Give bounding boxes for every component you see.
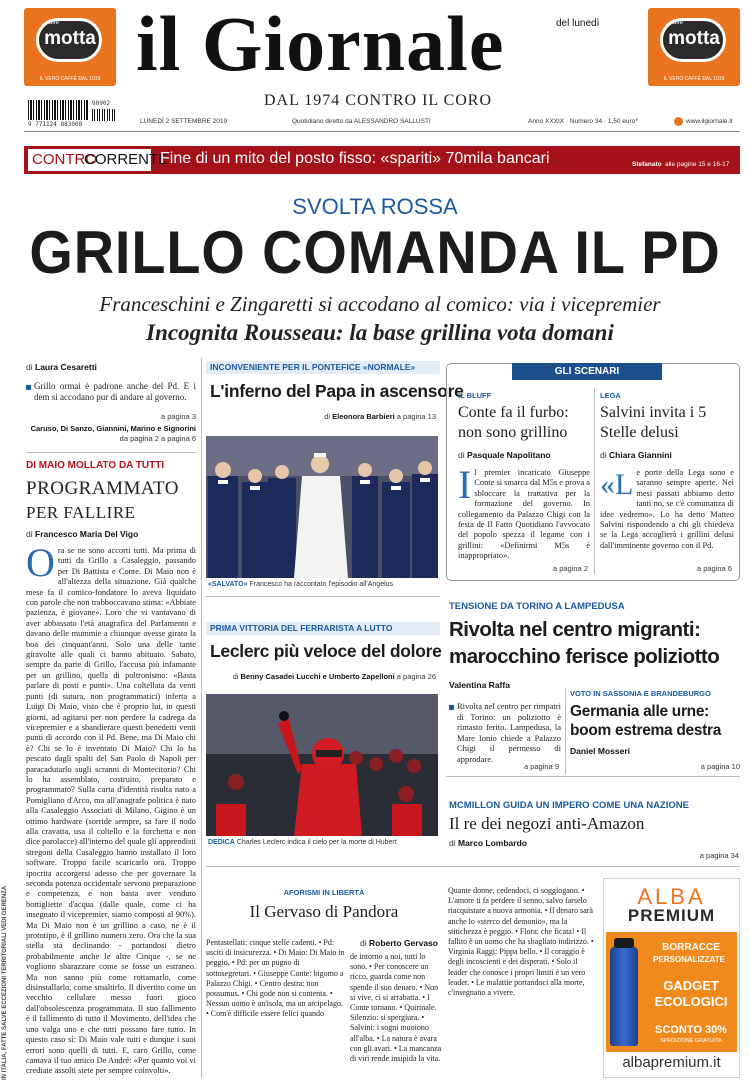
amazon-kicker: MCMILLON GUIDA UN IMPERO COME UNA NAZIONE xyxy=(449,800,689,811)
logo-tag: IL VERO CAFFÈ DAL 1919 xyxy=(39,76,101,82)
controcorrente-label-b: CORRENTE xyxy=(84,151,169,168)
germania-kicker: VOTO IN SASSONIA E BRANDEBURGO xyxy=(570,689,711,698)
scenari-left-kicker: IL BLUFF xyxy=(458,391,492,400)
dimaio-headline-1[interactable]: PROGRAMMATO xyxy=(26,478,179,499)
byline-name: Francesco Maria Del Vigo xyxy=(35,529,139,539)
migranti-body: Rivolta nel centro per rimpatri di Torino: un poliziotto è rimasto ferito. Lampedusa, la Mare Ionio chiede a Palazzo Chigi il permesso di approdare. xyxy=(457,701,561,764)
column-rule xyxy=(201,358,202,1078)
ad-line3: GADGET xyxy=(663,978,719,993)
byline-name: Marco Lombardo xyxy=(458,838,527,848)
ad-line2: PERSONALIZZATE xyxy=(653,955,725,964)
barcode-small xyxy=(92,109,116,121)
lead-summary-square-icon xyxy=(26,385,31,390)
caption-label: «SALVATO» xyxy=(208,581,248,588)
ad-line4: ECOLOGICI xyxy=(654,994,728,1009)
byline-name: Roberto Gervaso xyxy=(369,938,438,948)
scenari-left-page: a pagina 2 xyxy=(552,564,588,573)
migranti-page: a pagina 9 xyxy=(523,762,559,771)
ad-line5: SCONTO 30% xyxy=(655,1024,727,1036)
masthead-website[interactable]: www.ilgiornale.it xyxy=(686,118,733,125)
scenari-left-headline[interactable]: Conte fa il furbo: non sono grillino xyxy=(458,404,569,441)
barcode-code: 90902 xyxy=(92,100,111,107)
migranti-headline[interactable]: Rivolta nel centro migranti: marocchino ferisce poliziotto xyxy=(449,618,720,668)
byline-name: Eleonora Barbieri xyxy=(332,412,395,421)
leclerc-byline xyxy=(206,672,436,681)
controcorrente-ref-name: Stefanato xyxy=(632,161,662,168)
logo-small-text: caffè xyxy=(46,20,59,26)
ad-url[interactable]: albapremium.it xyxy=(622,1054,721,1071)
byline-di: di xyxy=(458,450,465,460)
motta-logo-left xyxy=(24,8,116,86)
papa-photo-illustration xyxy=(206,436,438,578)
bottle-cap-icon xyxy=(614,938,634,948)
byline-page: a pagina 13 xyxy=(396,412,436,421)
lead-summary: Grillo ormai è padrone anche del Pd. E i dem si accodano pur di andare al governo. xyxy=(34,381,196,402)
gervaso-byline xyxy=(360,938,438,948)
divider xyxy=(206,596,440,597)
papa-byline xyxy=(206,412,436,421)
byline-name: Chiara Giannini xyxy=(609,450,672,460)
scenari-right-page: a pagina 6 xyxy=(696,564,732,573)
lead-byline xyxy=(26,362,97,372)
barcode-number: 9 771124 883008 xyxy=(28,121,83,128)
lead-kicker: SVOLTA ROSSA xyxy=(292,194,458,219)
lead-page-ref: a pagina 3 xyxy=(160,412,196,421)
gervaso-col1: Pentastellati: cinque stelle cadenti. • Pd: usciti di insicurezza. • Di Maio: Di Maio in peggio. • Pd: per un pugno di sottosegretari. • Giuseppe Conte: bigomo a Palazzo Chigi. • Centro destra: non possumus. • Chi gode non si contenta. • Nessun uomo è un'isola, ma un arcipelago. • Com'è difficile essere felici quando xyxy=(206,938,345,1019)
germania-byline xyxy=(570,746,630,756)
divider xyxy=(26,452,196,453)
lead-sub2: Incognita Rousseau: la base grillina vota domani xyxy=(146,320,614,345)
dimaio-byline xyxy=(26,529,138,539)
byline-di: di xyxy=(324,412,331,421)
logo-tag: IL VERO CAFFÈ DAL 1919 xyxy=(663,76,725,82)
leclerc-headline[interactable]: Leclerc più veloce del dolore xyxy=(210,641,442,661)
scenari-right-body-text: e porte della Lega sono e saranno sempre aperte. Nei mesi passati abbiamo detto tanti no, se c'è comunanza di idee vedremo». Lo ha detto Matteo Salvini rispondendo a chi gli chiedeva se la Lega accoglierà i grillini delusi dall'imminente governo con il Pd. xyxy=(600,468,734,550)
scenari-right-headline[interactable]: Salvini invita i 5 Stelle delusi xyxy=(600,404,707,441)
byline-name: Pasquale Napolitano xyxy=(467,450,551,460)
masthead-motto: DAL 1974 CONTRO IL CORO xyxy=(264,92,493,109)
del-lunedi: del lunedì xyxy=(556,18,600,29)
lead-names-pages: da pagina 2 a pagina 6 xyxy=(119,434,196,443)
scenari-left-byline xyxy=(458,450,551,460)
masthead-issue: Anno XXXIX · Numero 34 · 1,50 euro* xyxy=(528,118,638,125)
scenari-divider xyxy=(594,388,595,574)
controcorrente-label-a: CONTRO xyxy=(32,151,97,168)
lead-sub1: Franceschini e Zingaretti si accodano al comico: via i vicepremier xyxy=(99,292,661,316)
byline-di: di xyxy=(360,938,367,948)
papa-kicker: INCONVENIENTE PER IL PONTEFICE «NORMALE» xyxy=(210,362,416,372)
dimaio-kicker: DI MAIO MOLLATO DA TUTTI xyxy=(26,460,165,471)
papa-headline[interactable]: L'inferno del Papa in ascensore xyxy=(210,381,464,401)
dimaio-dropcap: O xyxy=(26,540,55,585)
migranti-kicker: TENSIONE DA TORINO A LAMPEDUSA xyxy=(449,601,625,612)
dimaio-headline-2[interactable]: PER FALLIRE xyxy=(26,503,136,522)
byline-page: a pagina 26 xyxy=(396,672,436,681)
leclerc-photo xyxy=(206,694,438,836)
scenari-label: GLI SCENARI xyxy=(512,363,662,380)
byline-di: di xyxy=(26,362,33,372)
amazon-byline xyxy=(449,838,527,848)
column-rule xyxy=(565,688,566,774)
byline-name: Benny Casadei Lucchi e Umberto Zapelloni xyxy=(240,672,395,681)
masthead-title: il Giornale xyxy=(136,0,505,87)
gervaso-col2: de intorno a noi, tutti lo sono. • Per conoscere un ricco, guarda come non spende il suo denaro. • Non si vive, ci si arrabatta. • I Conte tornano. • Quirinale. Silenzio: si spergiura. • Salvini: i sogni muoiono all'alba. • La natura è avara con gli avari. • La mancanza di viri rende insipida la vita. xyxy=(350,952,442,1064)
ad-brand-bottom: PREMIUM xyxy=(627,906,716,925)
scenari-left-dropcap: I xyxy=(458,462,472,507)
controcorrente-headline[interactable]: Fine di un mito del posto fisso: «spariti» 70mila bancari xyxy=(160,150,550,167)
byline-di: di xyxy=(232,672,239,681)
byline-di: di xyxy=(449,838,456,848)
side-vertical-text: IN ITALIA, FATTE SALVE ECCEZIONI TERRITORIALI VEDI GERENZA xyxy=(2,885,8,1080)
byline-name: Valentina Raffa xyxy=(449,680,510,690)
germania-headline[interactable]: Germania alle urne: boom estrema destra xyxy=(570,703,722,739)
masthead-rule xyxy=(24,131,740,132)
dimaio-body-text: ra se ne sono accorti tutti. Ma prima di tutti da Grillo a Casaleggio, passando per Di Battista e Conte. Di Maio non è all'altezza della situazione. Già qualche mese fa il comico-fondatore lo aveva liquidato con parole che non trabboccavano stima: «Abbiate pazienza, è giovane». Loro che vi vantavano di aver abbassato l'età anagrafica del Parlamento e davano delle mummie a chiunque avesse girato la boa dei cinquant'anni. Solo una delle tante giravolte alle quali ci hanno abituato. Sabato, sempre da parte di Grillo, l'accusa più infamante per un grillino, quella di poltronismo: «Basta parlare di posti e punti». Una coltellata da venti punti (di sutura, non programmatici) inferta a Luigi Di Maio, visto che è proprio lui, in questi giorni, ad agitarsi per non perdere la cadrega da vicepremier e a sbandierare questi benedetti venti punti di accordo con il Pd. Bene, ma Di Maio chi è? Chi se lo è inventato Di Maio? Chi lo ha pescato dagli spalti del San Paolo di Napoli per paracadutarlo sugli scranni di Montecitorio? Chi lo ha assemblato, costruito, preparato e programmato? Sulla carta d'identità risulta nato a Pomigliano d'Arco, ma all'anagrafe politica è nato alla Casaleggio Associati di Milano. Gigino è un ottimo hardware (sorride sempre, sa fare il nodo alla cravatta, usa il coltello e la forchetta e non dice parolacce) all'interno del quale gli apprendisti stregoni della Casaleggio hanno installato il loro software. Troppo facile scaricarlo ora. Troppo ipocrita accorgersi adesso che per governare la seconda potenza occidentale servono preparazione e competenza, e non basta aver venduto bottigliette d'acqua (dalle quale, come ci ha insegnato il vicepremier, siamo composti al 90%). Ma Di Maio non è un grillino a caso, ne è il prototipo, è il grillino numero zero. Ora che la sua stella sta declinando - portandosi dietro probabilmente anche le altre Cinque -, se ne vogliono sbarazzare come se fosse un estraneo. Ma non sanno più come rottamarlo, come disinstallarlo, come smaltirlo. Il divertito come un vecchio cellulare messo fuori gioco dall'obsolescenza programmata. Il suo fallimento è il fallimento di tutto il Movimento, dell'idea che uno valga uno e che tutti possano fare tutto. In questo caso sì: Di Maio vale tutti e dunque i suoi errori sono quelli di tutti. E, caro Grillo, come cantava il tuo amico De André: «Per quanto voi vi crediate assolti siete per sempre coinvolti». xyxy=(26,546,196,1076)
bottle-icon xyxy=(610,946,638,1046)
scenari-right-kicker: LEGA xyxy=(600,391,621,400)
lead-names: Caruso, Di Sanzo, Giannini, Marino e Signorini xyxy=(30,424,196,433)
amazon-headline[interactable]: Il re dei negozi anti-Amazon xyxy=(449,814,645,833)
divider xyxy=(206,866,740,867)
logo-brand: motta xyxy=(44,28,96,49)
masthead-director: Quotidiano diretto da ALESSANDRO SALLUSTI xyxy=(292,118,431,125)
amazon-page: a pagina 34 xyxy=(699,851,739,860)
byline-di: di xyxy=(26,529,33,539)
scenari-left-body-text: l premier incaricato Giuseppe Conte si smarca dal M5s e prova a sbloccare la trattativa per la formazione del governo. In collegamento da Palazzo Chigi con la festa de Il Fatto Quotidiano l'avvocato del popolo spezza il legame con i grillini: «Definirmi M5s è inappropriato». xyxy=(458,468,590,561)
scenari-right-dropcap: «L xyxy=(600,468,634,501)
logo-small-text: caffè xyxy=(670,20,683,26)
gervaso-kicker: AFORISMI IN LIBERTÀ xyxy=(283,888,365,897)
barcode xyxy=(28,100,88,120)
dimaio-body xyxy=(26,540,196,1078)
scenari-left-body xyxy=(458,462,590,561)
motta-logo-right xyxy=(648,8,740,86)
migranti-square-icon xyxy=(449,705,454,710)
lead-headline[interactable]: GRILLO COMANDA IL PD xyxy=(29,219,721,286)
logo-brand: motta xyxy=(668,28,720,49)
leclerc-kicker: PRIMA VITTORIA DEL FERRARISTA A LUTTO xyxy=(210,623,393,633)
masthead-date: LUNEDÌ 2 SETTEMBRE 2019 xyxy=(140,118,228,125)
caption-label: DEDICA xyxy=(208,839,235,846)
migranti-byline xyxy=(449,680,510,690)
scenari-right-body xyxy=(600,468,734,558)
scenari-right-byline xyxy=(600,450,672,460)
papa-caption xyxy=(208,581,393,588)
divider xyxy=(446,776,740,777)
ad-line1: BORRACCE xyxy=(662,942,720,953)
caption-text: Charles Leclerc indica il cielo per la morte di Hubert xyxy=(236,839,397,846)
leclerc-photo-illustration xyxy=(206,694,438,836)
gervaso-headline[interactable]: Il Gervaso di Pandora xyxy=(249,902,399,921)
ad-brand-top: ALBA xyxy=(637,884,706,909)
germania-page: a pagina 10 xyxy=(700,762,740,771)
gervaso-col3: Quante donne, cedendoci, ci soggiogano. • L'amore ti fa perdere il senno, salvo farselo riacquistare a nuova armonia. • Il denaro sarà anche lo «sterco del demonio», ma la stitichezza è peggio. • Flora: che ficata! • Il fallito è un uomo che ha sbagliato indirizzo. • Virginia Raggi: Pippa bello. • Il coraggio è degli incoscienti e dei disperati. • Solo il leader che conosce i propri limiti è un vero leader. • Le malattie portandoci alla morte, c'insegnano a vivere. xyxy=(448,886,594,998)
ad-line6: SPEDIZIONE GRATUITA xyxy=(660,1038,722,1044)
controcorrente-ref-pages: alle pagine 15 e 16-17 xyxy=(665,161,730,168)
byline-name: Laura Cesaretti xyxy=(35,362,97,372)
papa-photo xyxy=(206,436,438,578)
leclerc-caption xyxy=(208,839,397,846)
byline-name: Daniel Mosseri xyxy=(570,746,630,756)
caption-text: Francesco ha raccontato l'episodio all'Angelus xyxy=(249,581,394,588)
byline-di: di xyxy=(600,450,607,460)
website-icon xyxy=(674,117,683,126)
